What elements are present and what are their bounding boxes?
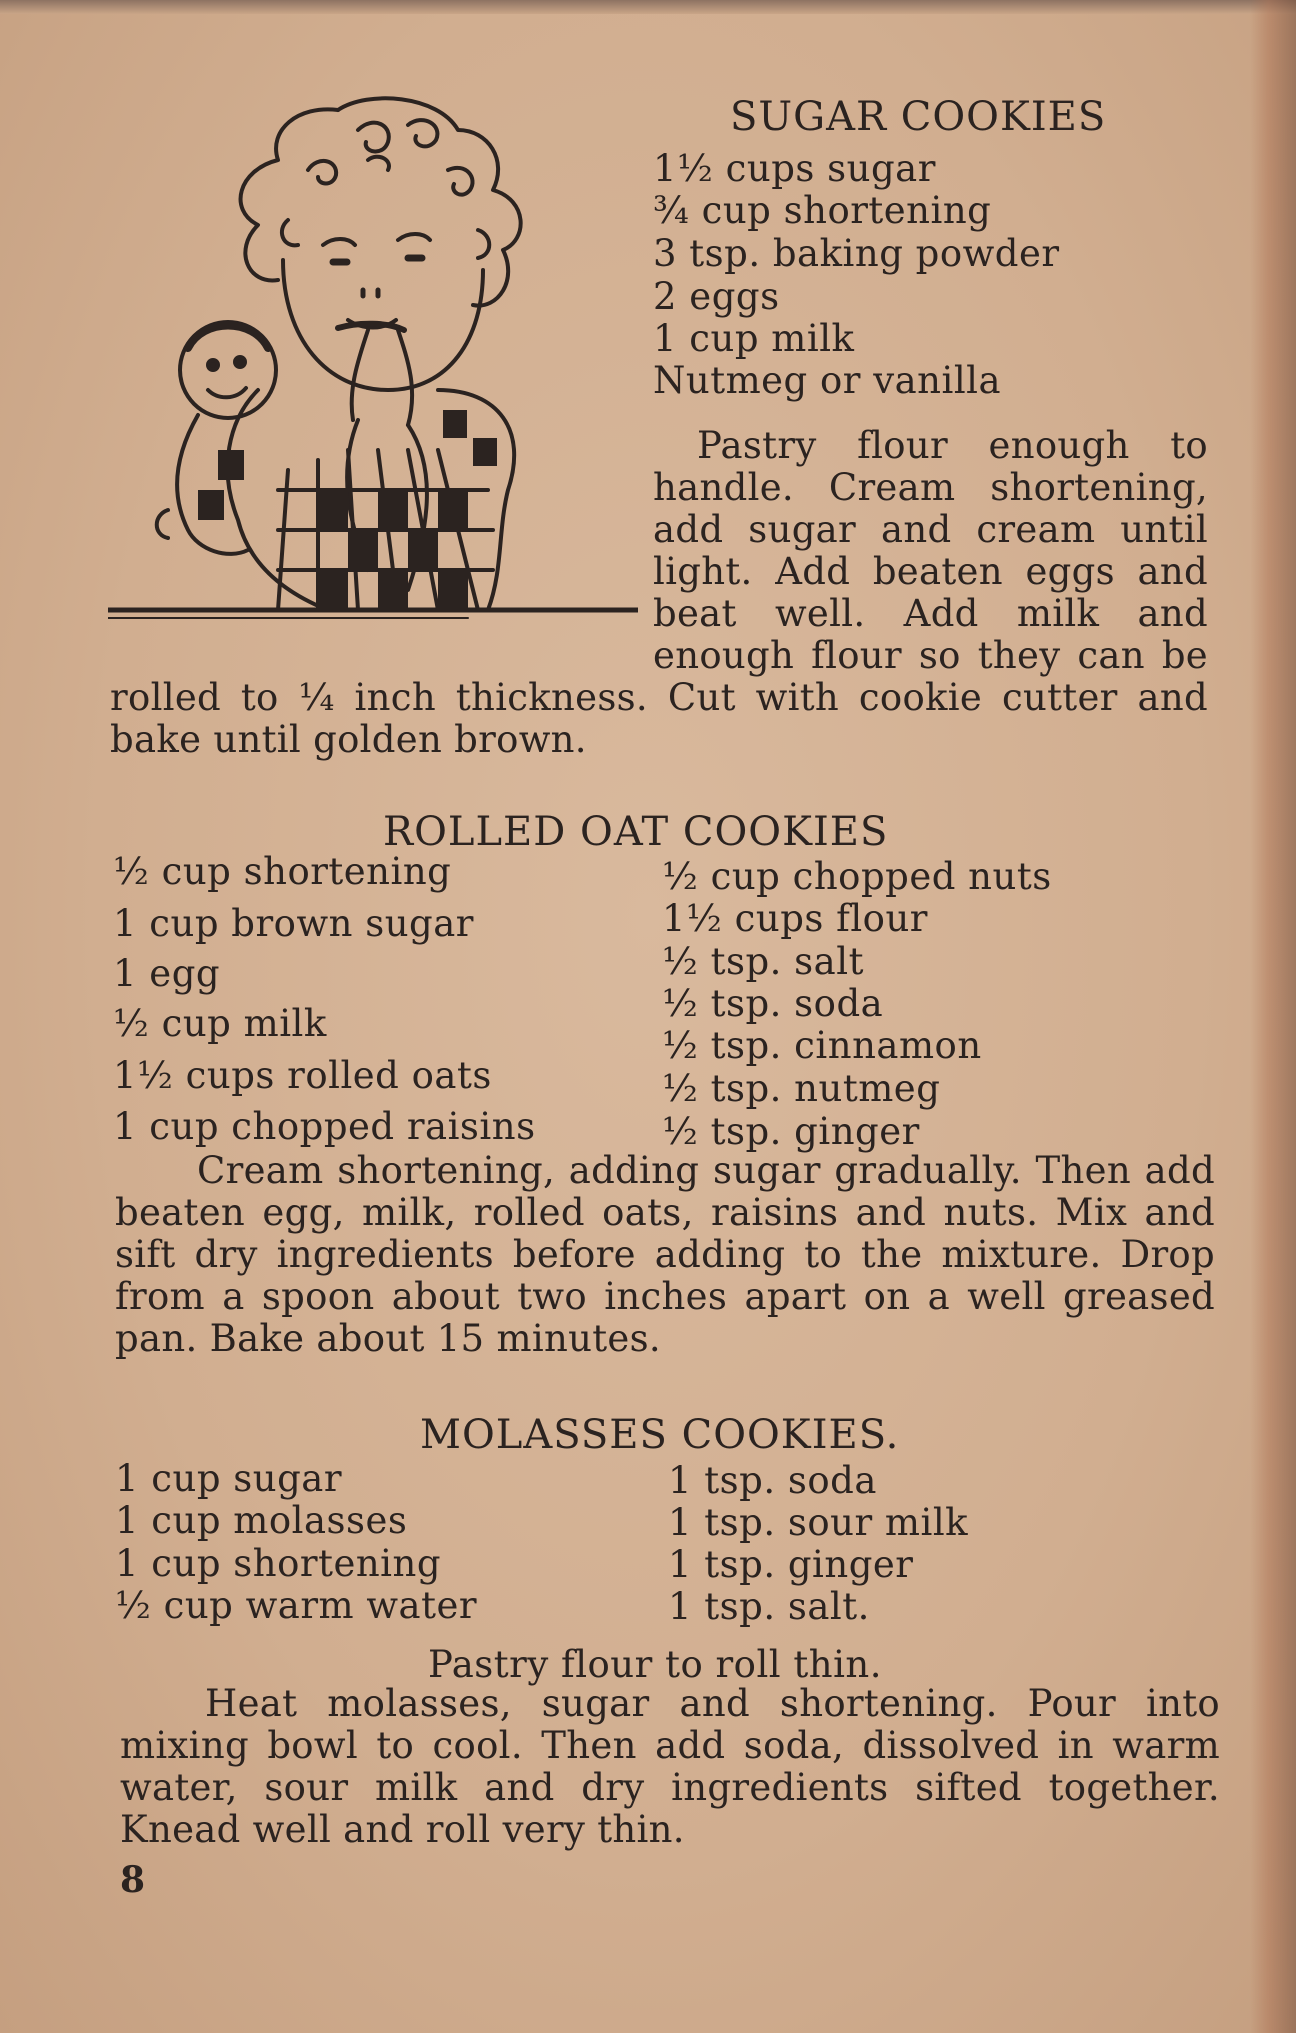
page-top-edge xyxy=(0,0,1296,14)
direction-line: rolled to ¼ inch thickness. Cut with cookie cutter and xyxy=(110,676,1208,719)
list-item: ½ tsp. salt xyxy=(662,940,864,983)
list-item: 3 tsp. baking powder xyxy=(653,232,1060,275)
list-item: ½ tsp. cinnamon xyxy=(662,1024,982,1067)
page-spine-shadow xyxy=(1250,0,1296,2033)
direction-line: add sugar and cream until xyxy=(653,508,1208,551)
direction-line: enough flour so they can be xyxy=(653,634,1208,677)
list-item: ½ cup milk xyxy=(113,1002,327,1045)
list-item: 1 cup sugar xyxy=(115,1457,343,1500)
list-item: 1 cup chopped raisins xyxy=(113,1105,536,1148)
list-item: 1½ cups flour xyxy=(662,897,928,940)
list-item: ½ tsp. nutmeg xyxy=(662,1067,941,1110)
sugar-cookies-title: SUGAR COOKIES xyxy=(730,94,1107,140)
list-item: ½ cup chopped nuts xyxy=(662,855,1052,898)
direction-line: light. Add beaten eggs and xyxy=(653,550,1208,593)
molasses-cookies-title: MOLASSES COOKIES. xyxy=(420,1412,900,1458)
list-item: 1 cup molasses xyxy=(115,1499,408,1542)
direction-line: Pastry flour enough to xyxy=(697,424,1208,467)
list-item: 2 eggs xyxy=(653,275,780,318)
list-item: 1½ cups sugar xyxy=(653,147,936,190)
list-item: 1 cup milk xyxy=(653,317,855,360)
list-item: ½ tsp. ginger xyxy=(662,1110,920,1153)
list-item: 1½ cups rolled oats xyxy=(113,1054,492,1097)
list-item: 1 egg xyxy=(113,952,221,995)
direction-line: handle. Cream shortening, xyxy=(653,466,1208,509)
list-item: Nutmeg or vanilla xyxy=(653,359,1002,402)
list-item: ¾ cup shortening xyxy=(653,189,992,232)
direction-line: beat well. Add milk and xyxy=(653,592,1208,635)
oat-directions: Cream shortening, adding sugar gradually. Then add beaten egg, milk, rolled oats, raisins and nuts. Mix and sift dry ingredients before adding to the mixture. Drop from a spoon about two inches apart on a well greased pan. Bake about 15 minutes. xyxy=(115,1149,1215,1360)
page-number: 8 xyxy=(120,1859,146,1901)
molasses-directions: Heat molasses, sugar and shortening. Pour into mixing bowl to cool. Then add soda, dissolved in warm water, sour milk and dry ingredients sifted together. Knead well and roll very thin. xyxy=(120,1682,1220,1851)
list-item: ½ cup shortening xyxy=(113,850,452,893)
direction-line: bake until golden brown. xyxy=(110,718,587,761)
list-item: 1 tsp. salt. xyxy=(668,1585,870,1628)
molasses-flour-note: Pastry flour to roll thin. xyxy=(428,1643,883,1686)
list-item: 1 tsp. soda xyxy=(668,1459,877,1502)
list-item: ½ cup warm water xyxy=(115,1584,478,1627)
list-item: ½ tsp. soda xyxy=(662,982,884,1025)
child-with-doll-illustration xyxy=(108,90,638,680)
list-item: 1 cup shortening xyxy=(115,1542,442,1585)
list-item: 1 cup brown sugar xyxy=(113,902,474,945)
oat-cookies-title: ROLLED OAT COOKIES xyxy=(383,809,889,855)
list-item: 1 tsp. ginger xyxy=(668,1543,914,1586)
list-item: 1 tsp. sour milk xyxy=(668,1501,969,1544)
